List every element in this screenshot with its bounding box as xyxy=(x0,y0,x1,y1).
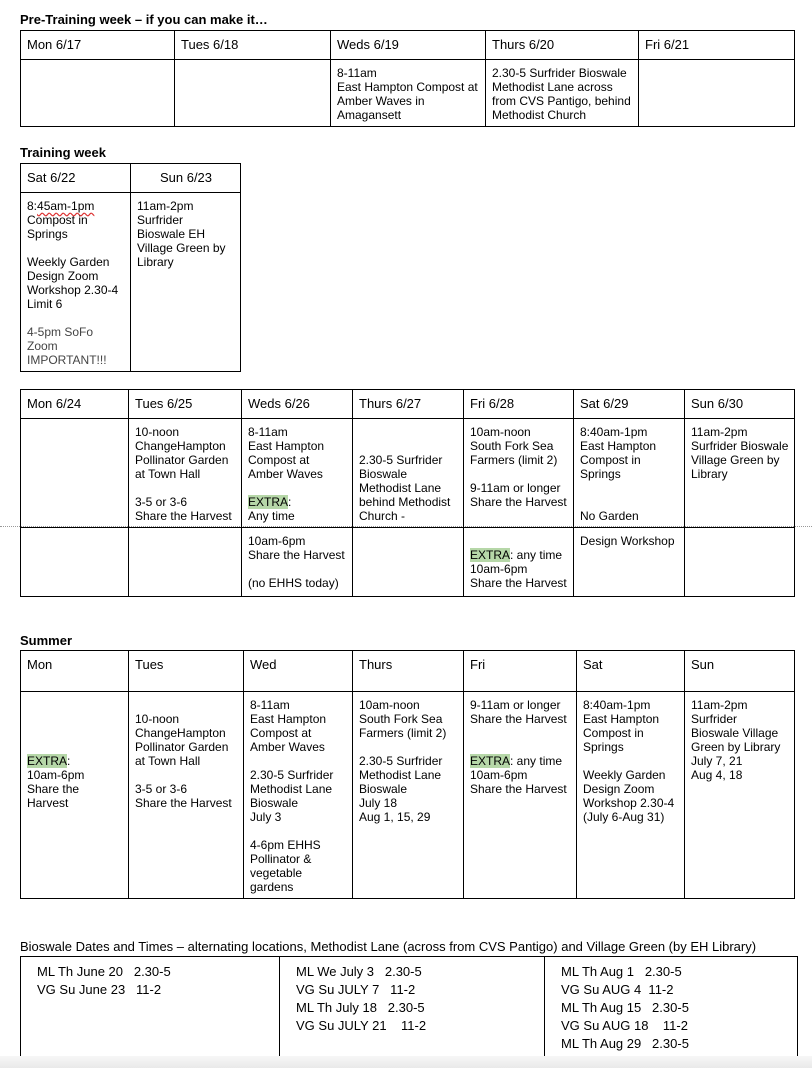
day-header: Thurs xyxy=(353,651,464,692)
cell-line: Pollinator Garden xyxy=(135,740,229,754)
cell-line: Bioswale EH xyxy=(137,227,206,241)
cell-line: 8:40am-1pm xyxy=(580,425,648,439)
day-header: Sun 6/30 xyxy=(685,390,795,419)
cell-line: IMPORTANT!!! xyxy=(27,353,107,367)
cell-line: 11am-2pm xyxy=(691,425,748,439)
cell-line: Church - xyxy=(359,509,406,523)
cell-line: behind Methodist xyxy=(359,495,451,509)
cell-line: Pollinator Garden xyxy=(135,453,229,467)
cell-line: 8-11am xyxy=(248,425,288,439)
cell-line xyxy=(470,548,568,562)
cell-line: Zoom xyxy=(27,339,58,353)
extra-suffix: : any time xyxy=(510,548,563,562)
cell-line: Surfrider xyxy=(691,712,738,726)
cell-line: Design Workshop xyxy=(580,534,675,548)
day-cell xyxy=(242,528,353,597)
cell-line: 10am-6pm xyxy=(27,768,85,782)
day-header: Mon 6/17 xyxy=(21,31,175,60)
cell-line: 8-11am xyxy=(250,698,290,712)
cell-line: Farmers (limit 2) xyxy=(359,726,447,740)
cell-line: 2.30-5 Surfrider Bioswale xyxy=(492,66,627,80)
cell-line: Aug 1, 15, 29 xyxy=(359,810,431,824)
cell-line: 8:40am-1pm xyxy=(583,698,651,712)
day-header: Fri 6/21 xyxy=(639,31,795,60)
cell-line: Methodist Lane xyxy=(359,768,442,782)
cell-line: 9-11am or longer xyxy=(470,698,561,712)
day-header: Sat 6/22 xyxy=(21,164,131,193)
day-header: Tues xyxy=(129,651,244,692)
cell-line: Compost in xyxy=(580,453,641,467)
cell-line: Surfrider xyxy=(137,213,184,227)
day-cell xyxy=(21,60,175,127)
cell-line: Workshop 2.30-4 xyxy=(583,796,675,810)
day-header: Mon xyxy=(21,651,129,692)
cell-line: Share the Harvest xyxy=(135,509,232,523)
day-cell xyxy=(175,60,331,127)
day-cell xyxy=(129,528,242,597)
cell-line: 3-5 or 3-6 xyxy=(135,495,188,509)
bioswale-title: Bioswale Dates and Times – alternating locations, Methodist Lane (across from CVS Pantigo) and Village Green (by EH Library) xyxy=(20,939,757,954)
cell-line: Springs xyxy=(27,227,68,241)
cell-line: 10-noon xyxy=(135,712,180,726)
cell-line: Library xyxy=(691,467,728,481)
day-cell xyxy=(21,193,131,372)
extra-suffix: : xyxy=(288,495,292,509)
cell-line: Springs xyxy=(580,467,621,481)
day-header: Mon 6/24 xyxy=(21,390,129,419)
cell-line: Amagansett xyxy=(337,108,402,122)
bioswale-date: VG Su JULY 7 11-2 xyxy=(296,982,416,997)
day-cell xyxy=(129,692,244,899)
cell-line: Bioswale Village xyxy=(691,726,779,740)
cell-line: at Town Hall xyxy=(135,754,201,768)
day-cell xyxy=(129,419,242,528)
bioswale-column xyxy=(280,957,545,1058)
extra-highlight: EXTRA xyxy=(27,754,68,768)
extra-highlight: EXTRA xyxy=(470,754,511,768)
day-cell xyxy=(242,419,353,528)
day-header: Wed xyxy=(244,651,353,692)
bioswale-date: ML Th Aug 29 2.30-5 xyxy=(561,1036,689,1051)
cell-line: 4-5pm SoFo xyxy=(27,325,94,339)
cell-line: No Garden xyxy=(580,509,639,523)
bioswale-date: VG Su June 23 11-2 xyxy=(37,982,162,997)
cell-line: Bioswale xyxy=(359,467,408,481)
extra-suffix: : any time xyxy=(510,754,563,768)
day-cell xyxy=(244,692,353,899)
cell-line: gardens xyxy=(250,880,294,894)
cell-line: Pollinator & xyxy=(250,852,312,866)
week2-table xyxy=(20,389,795,597)
cell-line: 10am-6pm xyxy=(470,562,528,576)
bioswale-table xyxy=(20,956,798,1058)
bioswale-date: ML Th Aug 1 2.30-5 xyxy=(561,964,682,979)
day-header: Tues 6/25 xyxy=(129,390,242,419)
cell-line: Design Zoom xyxy=(27,269,99,283)
bioswale-date: ML Th July 18 2.30-5 xyxy=(296,1000,425,1015)
day-cell xyxy=(639,60,795,127)
cell-line: 10am-6pm xyxy=(470,768,528,782)
cell-line: 8-11am xyxy=(337,66,377,80)
bioswale-date: ML Th Aug 15 2.30-5 xyxy=(561,1000,689,1015)
cell-line: 2.30-5 Surfrider xyxy=(359,754,443,768)
cell-line: Amber Waves in xyxy=(337,94,425,108)
day-cell xyxy=(464,528,574,597)
cell-line: Green by Library xyxy=(691,740,781,754)
cell-line: 10am-noon xyxy=(359,698,420,712)
day-cell xyxy=(21,528,129,597)
cell-line: South Fork Sea xyxy=(470,439,554,453)
cell-line: Weekly Garden xyxy=(27,255,110,269)
day-header: Weds 6/19 xyxy=(331,31,486,60)
bioswale-date: VG Su AUG 4 11-2 xyxy=(561,982,674,997)
cell-line: East Hampton Compost at xyxy=(337,80,478,94)
cell-line: Compost in xyxy=(583,726,644,740)
cell-line: Share the Harvest xyxy=(470,782,567,796)
day-cell xyxy=(21,692,129,899)
day-header: Tues 6/18 xyxy=(175,31,331,60)
cell-line: Share the Harvest xyxy=(470,576,567,590)
cell-line xyxy=(470,754,571,768)
cell-line: Limit 6 xyxy=(27,297,63,311)
cell-line: Amber Waves xyxy=(248,467,323,481)
cell-line: July 18 xyxy=(359,796,398,810)
day-cell xyxy=(685,419,795,528)
day-header: Sat 6/29 xyxy=(574,390,685,419)
cell-line: (no EHHS today) xyxy=(248,576,339,590)
cell-line: Methodist Church xyxy=(492,108,587,122)
day-cell xyxy=(131,193,241,372)
cell-line: Share the xyxy=(27,782,80,796)
cell-line: Share the Harvest xyxy=(470,712,567,726)
cell-line: 10-noon xyxy=(135,425,180,439)
pretraining-title: Pre-Training week – if you can make it… xyxy=(20,12,268,27)
bioswale-date: ML Th June 20 2.30-5 xyxy=(37,964,171,979)
cell-line: ChangeHampton xyxy=(135,439,226,453)
cell-line: ChangeHampton xyxy=(135,726,226,740)
cell-line: Share the Harvest xyxy=(135,796,232,810)
window-bottom-edge xyxy=(0,1056,812,1068)
cell-line: Farmers (limit 2) xyxy=(470,453,558,467)
summer-table xyxy=(20,650,795,899)
day-cell xyxy=(331,60,486,127)
cell-line: 9-11am or longer xyxy=(470,481,561,495)
training-table xyxy=(20,163,241,372)
day-cell xyxy=(486,60,639,127)
cell-line: 10am-6pm xyxy=(248,534,306,548)
day-cell xyxy=(577,692,685,899)
summer-title: Summer xyxy=(20,633,73,648)
cell-line: Weekly Garden xyxy=(583,768,666,782)
spellcheck-text: 45am-1pm xyxy=(37,199,95,213)
day-cell xyxy=(353,528,464,597)
time-text: 8: xyxy=(27,199,38,213)
day-header: Weds 6/26 xyxy=(242,390,353,419)
cell-line: (July 6-Aug 31) xyxy=(583,810,665,824)
cell-line: Village Green by xyxy=(137,241,226,255)
cell-line: Springs xyxy=(583,740,624,754)
day-cell xyxy=(464,419,574,528)
day-header: Sat xyxy=(577,651,685,692)
cell-line: Workshop 2.30-4 xyxy=(27,283,119,297)
training-title: Training week xyxy=(20,145,106,160)
cell-line: at Town Hall xyxy=(135,467,201,481)
day-header: Fri 6/28 xyxy=(464,390,574,419)
cell-line: Bioswale xyxy=(250,796,299,810)
day-header: Sun 6/23 xyxy=(131,164,241,193)
day-cell xyxy=(574,419,685,528)
bioswale-column xyxy=(545,957,798,1058)
cell-line xyxy=(27,199,125,213)
cell-line: South Fork Sea xyxy=(359,712,443,726)
extra-suffix: : xyxy=(67,754,71,768)
cell-line: 11am-2pm xyxy=(691,698,748,712)
day-header: Fri xyxy=(464,651,577,692)
cell-line: Harvest xyxy=(27,796,69,810)
cell-line: Amber Waves xyxy=(250,740,325,754)
extra-highlight: EXTRA xyxy=(470,548,511,562)
cell-line xyxy=(248,495,347,509)
cell-line: Design Zoom xyxy=(583,782,655,796)
cell-line: Methodist Lane xyxy=(359,481,442,495)
bioswale-date: VG Su AUG 18 11-2 xyxy=(561,1018,688,1033)
cell-line: Methodist Lane xyxy=(250,782,333,796)
cell-line: 10am-noon xyxy=(470,425,531,439)
extra-highlight: EXTRA xyxy=(248,495,289,509)
day-cell xyxy=(685,528,795,597)
cell-line: Library xyxy=(137,255,174,269)
cell-line: Any time xyxy=(248,509,295,523)
cell-line: July 7, 21 xyxy=(691,754,743,768)
pretraining-table xyxy=(20,30,795,127)
cell-line: 2.30-5 Surfrider xyxy=(250,768,334,782)
day-header: Thurs 6/20 xyxy=(486,31,639,60)
day-cell xyxy=(574,528,685,597)
cell-line: East Hampton xyxy=(248,439,325,453)
cell-line: Compost at xyxy=(250,726,312,740)
day-header: Sun xyxy=(685,651,795,692)
cell-line: Share the Harvest xyxy=(248,548,345,562)
cell-line: 2.30-5 Surfrider xyxy=(359,453,443,467)
cell-line: 4-6pm EHHS xyxy=(250,838,321,852)
cell-line: Share the Harvest xyxy=(470,495,567,509)
cell-line xyxy=(27,754,123,768)
day-header: Thurs 6/27 xyxy=(353,390,464,419)
cell-line: Village Green by xyxy=(691,453,780,467)
cell-line: Methodist Lane across xyxy=(492,80,613,94)
day-cell xyxy=(685,692,795,899)
cell-line: East Hampton xyxy=(583,712,660,726)
cell-line: from CVS Pantigo, behind xyxy=(492,94,631,108)
cell-line: July 3 xyxy=(250,810,282,824)
cell-line: Bioswale xyxy=(359,782,408,796)
cell-line: 3-5 or 3-6 xyxy=(135,782,188,796)
bioswale-date: ML We July 3 2.30-5 xyxy=(296,964,422,979)
day-cell xyxy=(353,419,464,528)
cell-line: Surfrider Bioswale xyxy=(691,439,789,453)
cell-line: East Hampton xyxy=(580,439,657,453)
day-cell xyxy=(464,692,577,899)
cell-line: 11am-2pm xyxy=(137,199,194,213)
cell-line: Compost in xyxy=(27,213,88,227)
cell-line: Compost at xyxy=(248,453,310,467)
day-cell xyxy=(353,692,464,899)
cell-line: Aug 4, 18 xyxy=(691,768,743,782)
day-cell xyxy=(21,419,129,528)
cell-line: vegetable xyxy=(250,866,303,880)
cell-line: East Hampton xyxy=(250,712,327,726)
bioswale-column xyxy=(21,957,280,1058)
bioswale-date: VG Su JULY 21 11-2 xyxy=(296,1018,427,1033)
